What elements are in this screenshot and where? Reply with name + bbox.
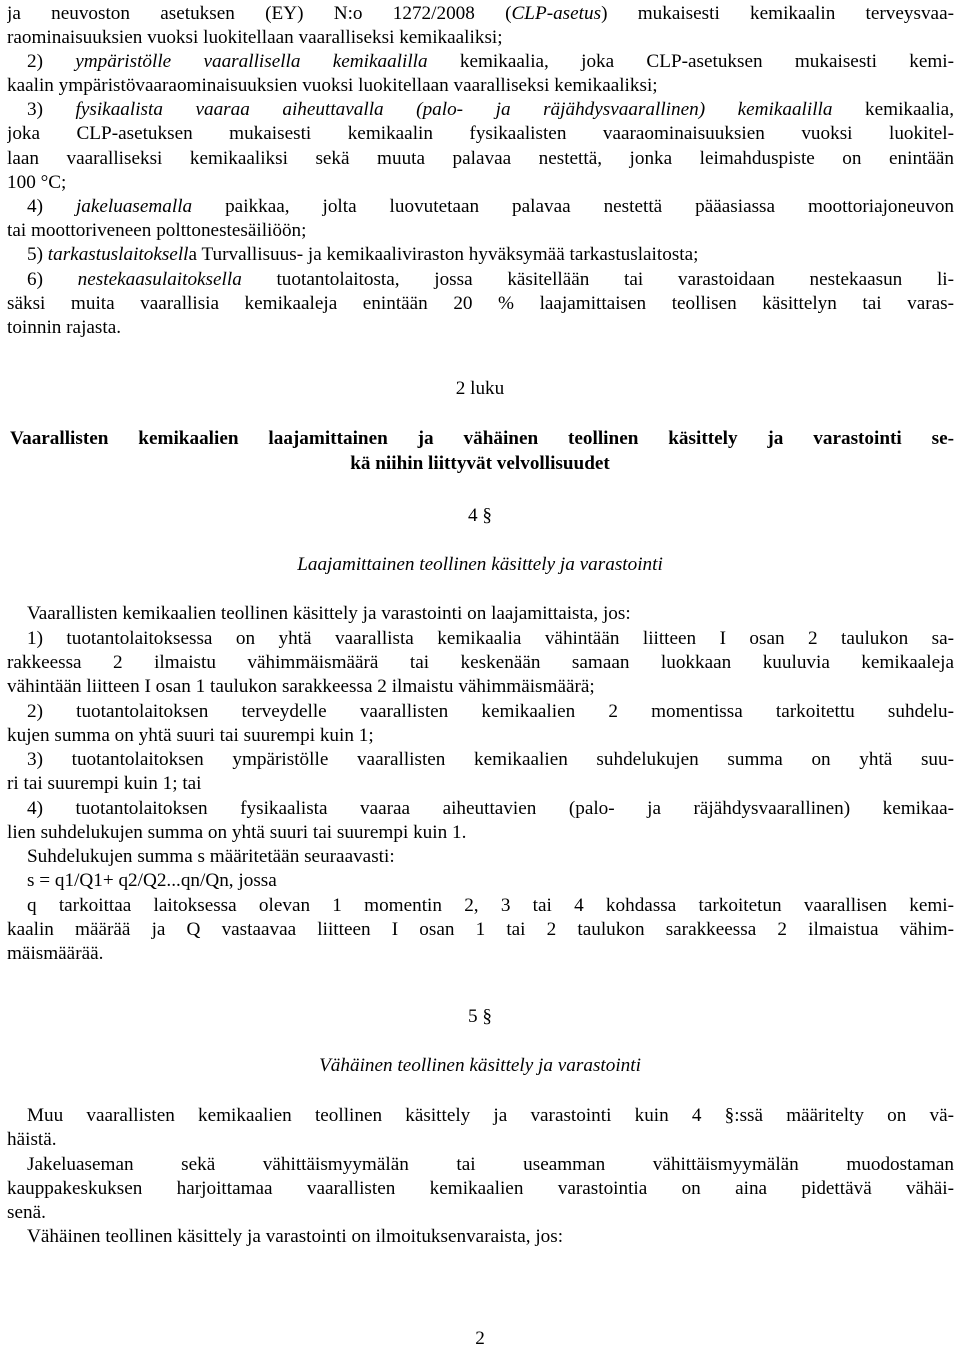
text-line: mäismäärää. [7, 943, 104, 964]
text-line: raominaisuuksien vuoksi luokitellaan vaaralliseksi kemikaaliksi; [7, 27, 503, 48]
text-line: kauppakeskuksen harjoittamaa vaarallisten kemikaalien varastointia on aina pidettävä vähäi- [7, 1178, 954, 1199]
section-number: 4 § [468, 505, 492, 526]
text-line: 6) nestekaasulaitoksella tuotantolaitosta, jossa käsitellään tai varastoidaan nestekaasun li- [27, 269, 954, 290]
section-number: 5 § [468, 1006, 492, 1027]
text-line: kujen summa on yhtä suuri tai suurempi kuin 1; [7, 725, 374, 746]
text-line: 3) tuotantolaitoksen ympäristölle vaarallisten kemikaalien suhdelukujen summa on yhtä suu- [27, 749, 954, 770]
text-line: Suhdelukujen summa s määritetään seuraavasti: [27, 846, 395, 867]
text-line: 100 °C; [7, 172, 67, 193]
text-line: joka CLP-asetuksen mukaisesti kemikaalin fysikaalisten vaaraominaisuuksien vuoksi luokitel- [7, 123, 954, 144]
text-line: 1) tuotantolaitoksessa on yhtä vaarallista kemikaalia vähintään liitteen I osan 2 taulukon sa- [27, 628, 954, 649]
text-line: Jakeluaseman sekä vähittäismyymälän tai useamman vähittäismyymälän muodostaman [27, 1154, 954, 1175]
chapter-title: kä niihin liittyvät velvollisuudet [350, 453, 610, 474]
chapter-title: Vaarallisten kemikaalien laajamittainen ja vähäinen teollinen käsittely ja varastointi se- [10, 428, 954, 449]
text-line: ri tai suurempi kuin 1; tai [7, 773, 202, 794]
section-title: Laajamittainen teollinen käsittely ja varastointi [297, 554, 663, 575]
text-line: kaalin määrää ja Q vastaavaa liitteen I osan 1 tai 2 taulukon sarakkeessa 2 ilmaistua vähim- [7, 919, 954, 940]
section-title: Vähäinen teollinen käsittely ja varastointi [319, 1055, 641, 1076]
chapter-number: 2 luku [455, 378, 505, 399]
text-line: Vähäinen teollinen käsittely ja varastointi on ilmoituksenvaraista, jos: [27, 1226, 564, 1247]
text-line: s = q1/Q1+ q2/Q2...qn/Qn, jossa [27, 870, 277, 891]
text-line: 5) tarkastuslaitoksella Turvallisuus- ja kemikaaliviraston hyväksymää tarkastuslaitosta; [27, 244, 699, 265]
text-line: 4) jakeluasemalla paikkaa, jolta luovutetaan palavaa nestettä pääasiassa moottoriajoneuvon [27, 196, 954, 217]
text-line: tai moottoriveneen polttonestesäiliöön; [7, 220, 307, 241]
text-line: 3) fysikaalista vaaraa aiheuttavalla (palo- ja räjähdysvaarallinen) kemikaalilla kemikaalia, [27, 99, 954, 120]
text-line: 2) ympäristölle vaarallisella kemikaalilla kemikaalia, joka CLP-asetuksen mukaisesti kemi- [27, 51, 954, 72]
text-line: kaalin ympäristövaaraominaisuuksien vuoksi luokitellaan vaaralliseksi kemikaaliksi; [7, 75, 658, 96]
page-number: 2 [475, 1328, 485, 1349]
text-line: senä. [7, 1202, 46, 1223]
text-line: 2) tuotantolaitoksen terveydelle vaarallisten kemikaalien 2 momentissa tarkoitettu suhdelu- [27, 701, 954, 722]
text-line: laan vaaralliseksi kemikaaliksi sekä muuta palavaa nestettä, jonka leimahduspiste on enintään [7, 148, 954, 169]
text-line: Muu vaarallisten kemikaalien teollinen käsittely ja varastointi kuin 4 §:ssä määritelty on vä- [27, 1105, 954, 1126]
text-line: säksi muita vaarallisia kemikaaleja enintään 20 % laajamittaisen teollisen käsittelyn tai varas- [7, 293, 954, 314]
text-line: ja neuvoston asetuksen (EY) N:o 1272/2008 (CLP-asetus) mukaisesti kemikaalin terveysvaa- [7, 3, 954, 24]
text-line: toinnin rajasta. [7, 317, 122, 338]
text-line: q tarkoittaa laitoksessa olevan 1 momentin 2, 3 tai 4 kohdassa tarkoitetun vaarallisen kemi- [27, 895, 954, 916]
text-line: rakkeessa 2 ilmaistu vähimmäismäärä tai keskenään samaan luokkaan kuuluvia kemikaaleja [7, 652, 954, 673]
text-line: Vaarallisten kemikaalien teollinen käsittely ja varastointi on laajamittaista, jos: [27, 603, 631, 624]
text-line: 4) tuotantolaitoksen fysikaalista vaaraa aiheuttavien (palo- ja räjähdysvaarallinen) kemikaa- [27, 798, 954, 819]
text-line: vähintään liitteen I osan 1 taulukon sarakkeessa 2 ilmaistu vähimmäismäärä; [7, 676, 595, 697]
text-line: lien suhdelukujen summa on yhtä suuri tai suurempi kuin 1. [7, 822, 467, 843]
text-line: häistä. [7, 1129, 57, 1150]
